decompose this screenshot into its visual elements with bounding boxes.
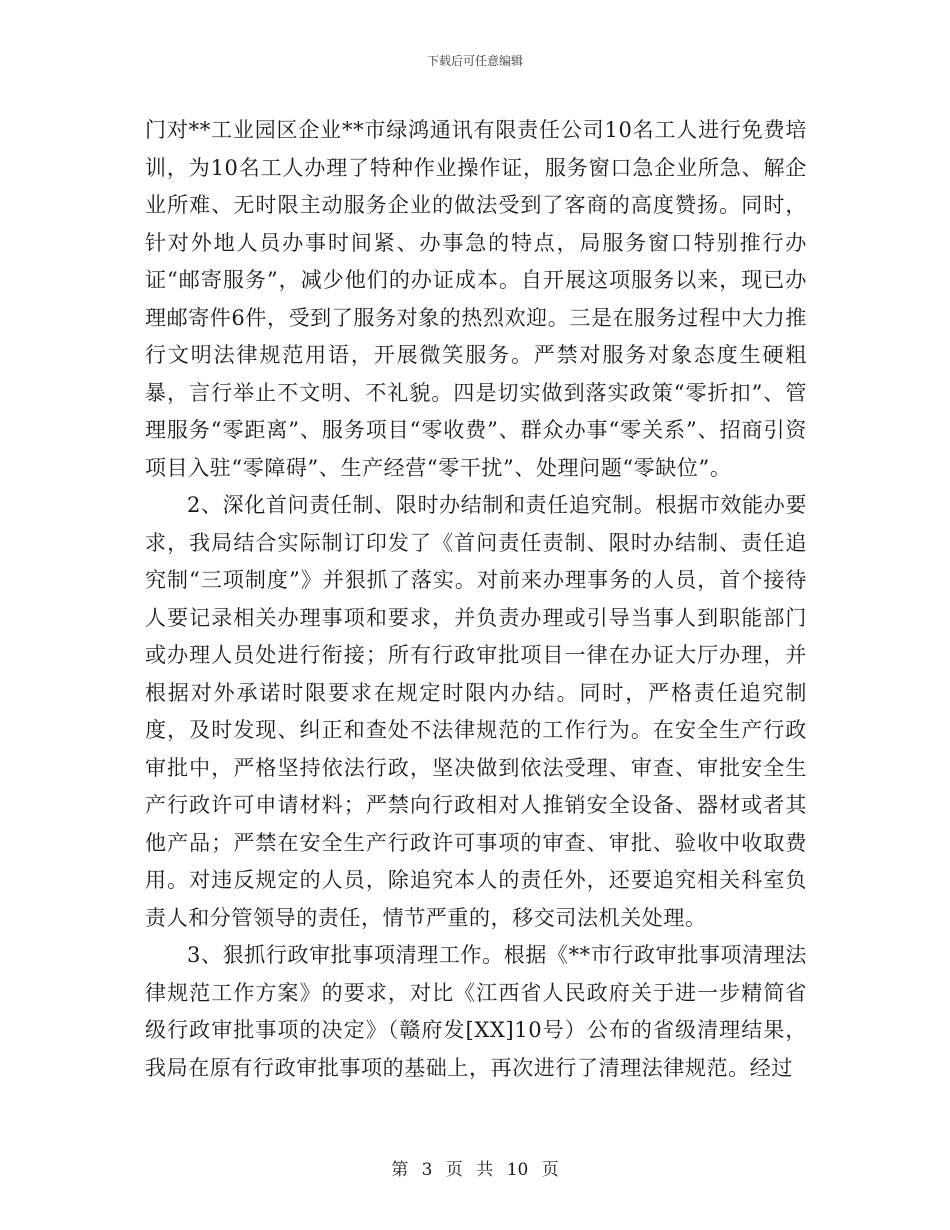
- page-number-footer: 第 3 页 共 10 页: [391, 1160, 559, 1180]
- page-header-note: 下载后可任意编辑: [426, 54, 523, 68]
- paragraph-continuation: 门对**工业园区企业**市绿鸿通讯有限责任公司10名工人进行免费培训，为10名工人办理了特种作业操作证，服务窗口急企业所急、解企业所难、无时限主动服务企业的做法受到了客商的高度赞扬。同时，针对外地人员办事时间紧、办事急的特点，局服务窗口特别推行办证“邮寄服务”，减少他们的办证成本。自开展这项服务以来，现已办理邮寄件6件，受到了服务对象的热烈欢迎。三是在服务过程中大力推行文明法律规范用语，开展微笑服务。严禁对服务对象态度生硬粗暴，言行举止不文明、不礼貌。四是切实做到落实政策“零折扣”、管理服务“零距离”、服务项目“零收费”、群众办事“零关系”、招商引资项目入驻“零障碍”、生产经营“零干扰”、处理问题“零缺位”。: [145, 118, 807, 480]
- paragraph-item-2: 2、深化首问责任制、限时办结制和责任追究制。根据市效能办要求，我局结合实际制订印发了《首问责任责制、限时办结制、责任追究制“三项制度”》并狠抓了落实。对前来办理事务的人员，首个接待人要记录相关办理事项和要求，并负责办理或引导当事人到职能部门或办理人员处进行衔接；所有行政审批项目一律在办证大厅办理，并根据对外承诺时限要求在规定时限内办结。同时，严格责任追究制度，及时发现、纠正和查处不法律规范的工作行为。在安全生产行政审批中，严格坚持依法行政，坚决做到依法受理、审查、审批安全生产行政许可申请材料；严禁向行政相对人推销安全设备、器材或者其他产品；严禁在安全生产行政许可事项的审查、审批、验收中收取费用。对违反规定的人员，除追究本人的责任外，还要追究相关科室负责人和分管领导的责任，情节严重的，移交司法机关处理。: [145, 493, 807, 930]
- paragraph-item-3: 3、狠抓行政审批事项清理工作。根据《**市行政审批事项清理法律规范工作方案》的要求，对比《江西省人民政府关于进一步精简省级行政审批事项的决定》（赣府发[XX]10号）公布的省级清理结果，我局在原有行政审批事项的基础上，再次进行了清理法律规范。经过: [145, 943, 807, 1080]
- document-body: [145, 112, 807, 1087]
